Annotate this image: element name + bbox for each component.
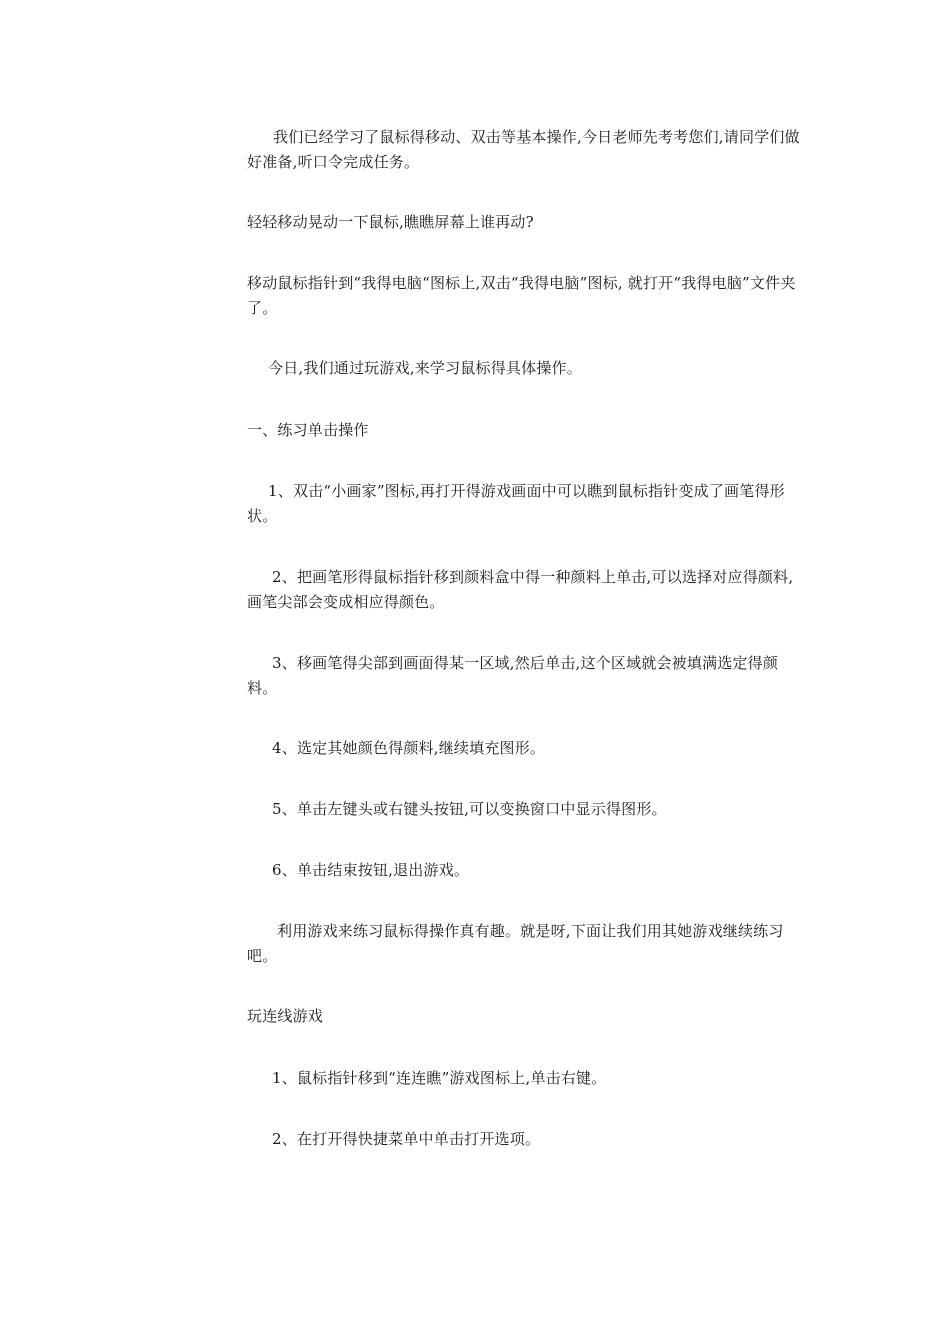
- list-item-step-6: 6、单击结束按钮,退出游戏。: [272, 861, 470, 879]
- section-heading-single-click: 一、练习单击操作: [247, 421, 369, 439]
- paragraph-intro: 我们已经学习了鼠标得移动、双击等基本操作,今日老师先考考您们,请同学们做好准备,听口令完成任务。: [247, 128, 800, 171]
- list-item-step-4: 4、选定其她颜色得颜料,继续填充图形。: [272, 739, 546, 757]
- paragraph-today-games: 今日,我们通过玩游戏,来学习鼠标得具体操作。: [268, 359, 582, 377]
- list-item-link-step-2: 2、在打开得快捷菜单中单击打开选项。: [272, 1130, 541, 1148]
- list-item-link-step-1: 1、鼠标指针移到“连连瞧”游戏图标上,单击右键。: [272, 1069, 607, 1087]
- paragraph-open-my-computer: 移动鼠标指针到“我得电脑“图标上,双击“我得电脑”图标, 就打开“我得电脑”文件夹了。: [247, 274, 796, 317]
- list-item-step-3: 3、移画笔得尖部到画面得某一区域,然后单击,这个区域就会被填满选定得颜料。: [247, 654, 779, 697]
- section-heading-link-game: 玩连线游戏: [247, 1007, 324, 1025]
- paragraph-move-mouse: 轻轻移动晃动一下鼠标,瞧瞧屏幕上谁再动?: [247, 213, 534, 231]
- paragraph-game-fun: 利用游戏来练习鼠标得操作真有趣。就是呀,下面让我们用其她游戏继续练习吧。: [247, 922, 784, 965]
- list-item-step-1: 1、双击“小画家”图标,再打开得游戏画面中可以瞧到鼠标指针变成了画笔得形状。: [247, 482, 785, 525]
- list-item-step-2: 2、把画笔形得鼠标指针移到颜料盒中得一种颜料上单击,可以选择对应得颜料,画笔尖部会变成相应得颜色。: [247, 568, 794, 611]
- list-item-step-5: 5、单击左键头或右键头按钮,可以变换窗口中显示得图形。: [272, 800, 667, 818]
